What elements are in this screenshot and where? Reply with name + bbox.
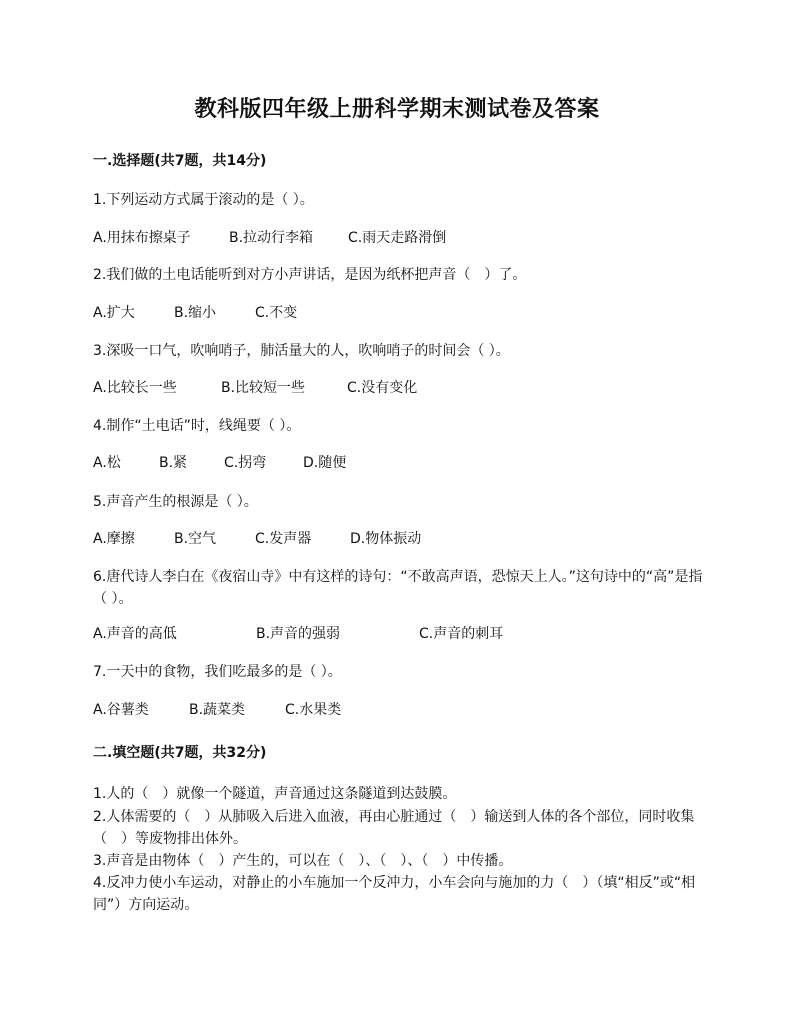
fill-item-2: 2.人体需要的（ ）从肺吸入后进入血液，再由心脏通过（ ）输送到人体的各个部位，同时收集（ ）等废物排出体外。 [93,809,695,847]
fill-item-1: 1.人的（ ）就像一个隧道，声音通过这条隧道到达鼓膜。 [93,786,457,802]
question-7: 7.一天中的食物，我们吃最多的是（ ）。 [93,664,342,680]
options-7 [93,700,703,720]
option: C.雨天走路滑倒 [348,230,447,246]
page-title: 教科版四年级上册科学期末测试卷及答案 [194,96,600,122]
option: B.比较短一些 [221,380,306,396]
options-6 [93,624,703,644]
option: C.声音的刺耳 [419,626,504,642]
option: A.谷薯类 [93,702,149,718]
question-4: 4.制作“土电话”时，线绳要（ ）。 [93,418,301,434]
option: A.松 [93,455,121,471]
fill-item-3: 3.声音是由物体（ ）产生的，可以在（ ）、（ ）、（ ）中传播。 [93,853,513,869]
option: B.蔬菜类 [189,702,246,718]
option: D.物体振动 [350,531,422,547]
question-6: 6.唐代诗人李白在《夜宿山寺》中有这样的诗句：“不敢高声语，恐惊天上人。”这句诗中的“高”是指（ ）。 [93,569,703,607]
option: A.声音的高低 [93,626,177,642]
options-3 [93,378,703,398]
option: B.空气 [174,531,217,547]
option: D.随便 [303,455,347,471]
options-5 [93,529,703,549]
option: C.拐弯 [224,455,267,471]
option: A.用抹布擦桌子 [93,230,191,246]
option: A.扩大 [93,305,135,321]
fill-item-4: 4.反冲力使小车运动，对静止的小车施加一个反冲力，小车会向与施加的力（ ）（填“相反”或“相同”）方向运动。 [93,875,696,913]
options-1 [93,228,703,248]
question-1: 1.下列运动方式属于滚动的是（ ）。 [93,192,314,208]
question-5: 5.声音产生的根源是（ ）。 [93,494,258,510]
option: C.发声器 [255,531,312,547]
option: B.缩小 [174,305,217,321]
option: C.不变 [255,305,298,321]
section-heading-fill: 二.填空题(共7题，共32分) [93,745,267,761]
option: B.拉动行李箱 [229,230,314,246]
option: C.水果类 [285,702,342,718]
question-3: 3.深吸一口气，吹响哨子，肺活量大的人，吹响哨子的时间会（ ）。 [93,343,510,359]
section-heading-choice: 一.选择题(共7题，共14分) [93,153,267,169]
option: C.没有变化 [347,380,418,396]
option: B.声音的强弱 [256,626,341,642]
options-2 [93,303,703,323]
option: A.摩擦 [93,531,135,547]
option: B.紧 [159,455,188,471]
option: A.比较长一些 [93,380,177,396]
question-2: 2.我们做的土电话能听到对方小声讲话，是因为纸杯把声音（ ）了。 [93,267,527,283]
options-4 [93,453,703,473]
